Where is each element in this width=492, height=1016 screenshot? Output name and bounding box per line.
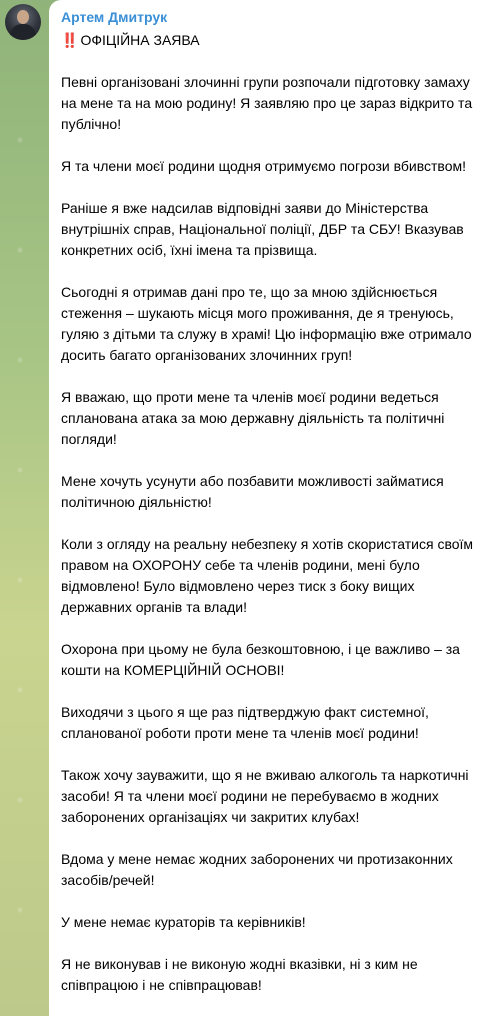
message-paragraph: Сьогодні я отримав дані про те, що за мною здійснюється стеження – шукають місця мого проживання, де я тренуюсь, гуляю з дітьми та служу в храмі! Цю інформацію вже отримало досить багато організованих злочинних груп! <box>61 284 472 363</box>
message-paragraph: Також хочу зауважити, що я не вживаю алкоголь та наркотичні засоби! Я та члени моєї родини не перебуваємо в жодних заборонених організаціях чи закритих клубах! <box>61 767 469 825</box>
message-paragraph: Раніше я вже надсилав відповідні заяви до Міністерства внутрішніх справ, Національної поліції, ДБР та СБУ! Вказував конкретних осіб, їхні імена та прізвища. <box>61 200 464 258</box>
double-exclamation-icon: ‼️ <box>61 32 77 48</box>
message-paragraph: Я вважаю, що проти мене та членів моєї родини ведеться спланована атака за мою державну діяльність та політичні погляди! <box>61 389 445 447</box>
avatar[interactable] <box>5 4 41 40</box>
message-title: ОФІЦІЙНА ЗАЯВА <box>80 32 200 48</box>
message-paragraph: Мене хочуть усунути або позбавити можливості займатися політичною діяльністю! <box>61 473 444 510</box>
message-paragraph: Виходячи з цього я ще раз підтверджую факт системної, спланованої роботи проти мене та членів моєї родини! <box>61 704 429 741</box>
message-paragraph: У мене немає кураторів та керівників! <box>61 914 306 930</box>
message-title-line <box>61 30 480 51</box>
avatar-body <box>10 24 36 40</box>
message-bubble <box>49 0 492 1016</box>
message-paragraph: Я та члени моєї родини щодня отримуємо погрози вбивством! <box>61 158 466 174</box>
message-paragraph: Вдома у мене немає жодних заборонених чи протизаконних засобів/речей! <box>61 851 453 888</box>
message-paragraph: Охорона при цьому не була безкоштовною, і це важливо – за кошти на КОМЕРЦІЙНІЙ ОСНОВІ! <box>61 641 460 678</box>
message-paragraph: Коли з огляду на реальну небезпеку я хотів скористатися своїм правом на ОХОРОНУ себе та членів родини, мені було відмовлено! Було відмовлено через тиск з боку вищих державних органів та влади! <box>61 536 474 615</box>
message-author[interactable]: Артем Дмитрук <box>61 9 168 25</box>
message-paragraph: Я не виконував і не виконую жодні вказівки, ні з ким не співпрацюю і не співпрацював! <box>61 956 418 993</box>
message-paragraph: Певні організовані злочинні групи розпочали підготовку замаху на мене та на мою родину! Я заявляю про це зараз відкрито та публічно! <box>61 74 473 132</box>
avatar-head <box>17 10 29 24</box>
